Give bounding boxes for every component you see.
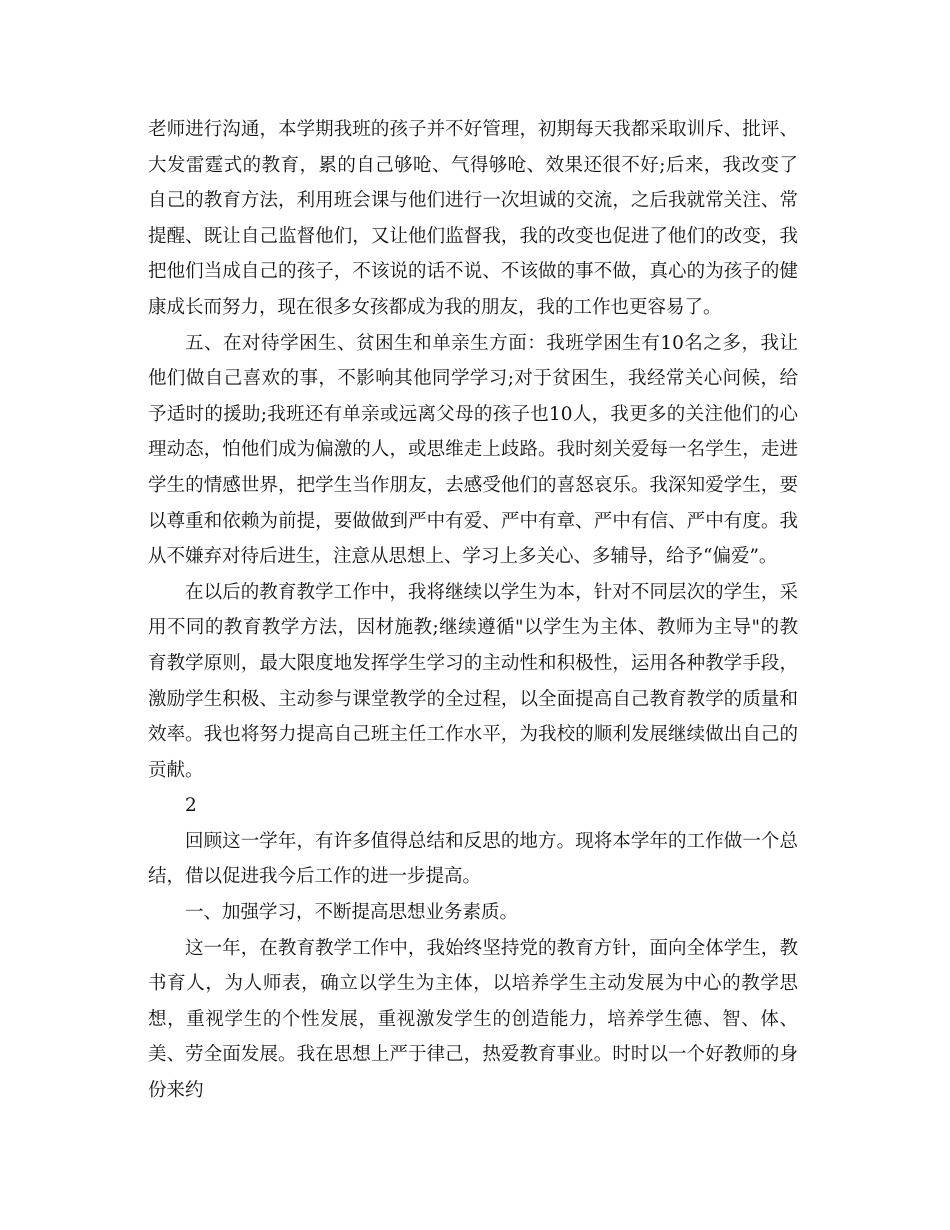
paragraph-future-work: 在以后的教育教学工作中，我将继续以学生为本，针对不同层次的学生，采用不同的教育教学方法，因材施教;继续遵循"以学生为主体、教师为主导"的教育教学原则，最大限度地发挥学生学习的主动性和积极性，运用各种教学手段，激励学生积极、主动参与课堂教学的全过程，以全面提高自己教育教学的质量和效率。我也将努力提高自己班主任工作水平，为我校的顺利发展继续做出自己的贡献。 [148, 581, 798, 781]
paragraph-teaching-philosophy: 这一年，在教育教学工作中，我始终坚持党的教育方针，面向全体学生，教书育人，为人师表，确立以学生为主体，以培养学生主动发展为中心的教学思想，重视学生的个性发展，重视激发学生的创造能力，培养学生德、智、体、美、劳全面发展。我在思想上严于律己，热爱教育事业。时时以一个好教师的身份来约 [148, 937, 798, 1102]
paragraph-review-intro: 回顾这一学年，有许多值得总结和反思的地方。现将本学年的工作做一个总结，借以促进我今后工作的进一步提高。 [148, 830, 798, 888]
paragraph-struggling-students: 五、在对待学困生、贫困生和单亲生方面：我班学困生有10名之多，我让他们做自己喜欢的事，不影响其他同学学习;对于贫困生，我经常关心问候，给予适时的援助;我班还有单亲或远离父母的孩子也10人，我更多的关注他们的心理动态，怕他们成为偏激的人，或思维走上歧路。我时刻关爱每一名学生，走进学生的情感世界，把学生当作朋友，去感受他们的喜怒哀乐。我深知爱学生，要以尊重和依赖为前提，要做做到严中有爱、严中有章、严中有信、严中有度。我从不嫌弃对待后进生，注意从思想上、学习上多关心、多辅导，给予“偏爱”。 [148, 332, 798, 568]
paragraph-continuation: 老师进行沟通，本学期我班的孩子并不好管理，初期每天我都采取训斥、批评、大发雷霆式的教育，累的自己够呛、气得够呛、效果还很不好;后来，我改变了自己的教育方法，利用班会课与他们进行一次坦诚的交流，之后我就常关注、常提醒、既让自己监督他们，又让他们监督我，我的改变也促进了他们的改变，我把他们当成自己的孩子，不该说的话不说、不该做的事不做，真心的为孩子的健康成长而努力，现在很多女孩都成为我的朋友，我的工作也更容易了。 [148, 119, 798, 318]
document-body [148, 112, 798, 1109]
section-number: 2 [185, 795, 197, 817]
section-heading-study: 一、加强学习，不断提高思想业务素质。 [185, 902, 519, 924]
